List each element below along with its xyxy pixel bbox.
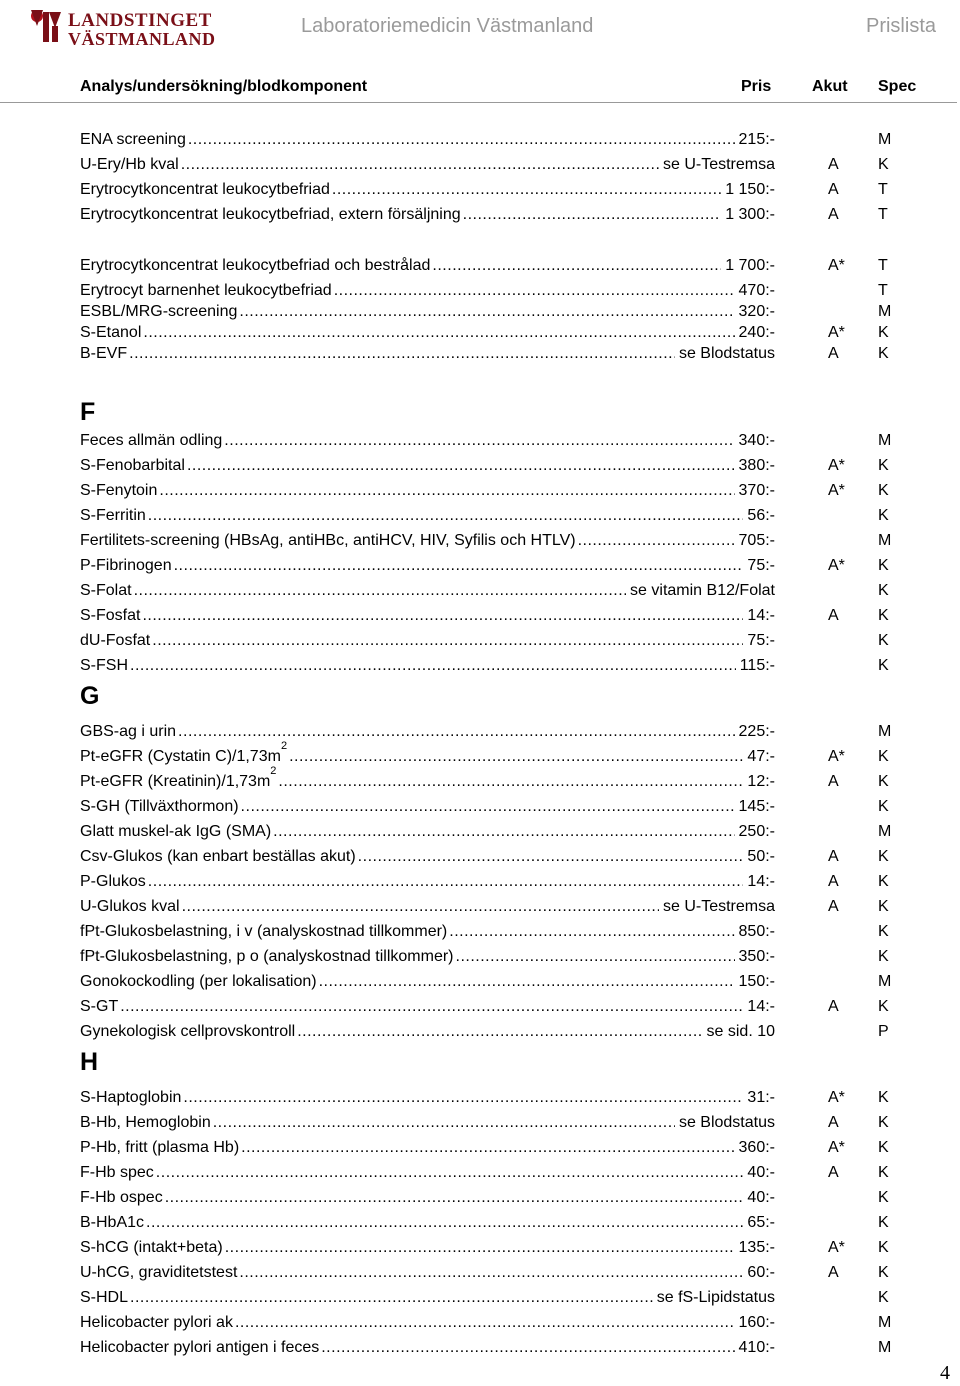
spec-code: M bbox=[878, 432, 892, 449]
analysis-name: ESBL/MRG-screening bbox=[80, 303, 238, 320]
analysis-name: B-EVF bbox=[80, 345, 128, 362]
analysis-name: S-FSH bbox=[80, 657, 128, 674]
price-value: 31:- bbox=[745, 1087, 775, 1109]
spec-code: K bbox=[878, 898, 889, 915]
price-value: 250:- bbox=[737, 821, 775, 843]
list-item bbox=[80, 796, 940, 818]
spec-code: K bbox=[878, 482, 889, 499]
price-value: se Blodstatus bbox=[677, 343, 775, 365]
analysis-name: S-Fosfat bbox=[80, 607, 141, 624]
analysis-name: S-Etanol bbox=[80, 324, 142, 341]
analysis-name: Erytrocyt barnenhet leukocytbefriad bbox=[80, 282, 332, 299]
dot-leader bbox=[142, 605, 743, 627]
dot-leader bbox=[120, 996, 743, 1018]
price-value: 14:- bbox=[745, 996, 775, 1018]
column-header-price: Pris bbox=[741, 78, 772, 95]
price-value: 225:- bbox=[737, 721, 775, 743]
list-item bbox=[80, 179, 940, 201]
dot-leader bbox=[178, 721, 734, 743]
akut-flag: A* bbox=[828, 1089, 845, 1106]
analysis-name: U-hCG, graviditetstest bbox=[80, 1264, 238, 1281]
price-value: 75:- bbox=[745, 630, 775, 652]
spec-code: K bbox=[878, 1239, 889, 1256]
analysis-name: Erytrocytkoncentrat leukocytbefriad bbox=[80, 181, 330, 198]
dot-leader bbox=[235, 1312, 735, 1334]
akut-flag: A bbox=[828, 206, 839, 223]
analysis-name: Gonokockodling (per lokalisation) bbox=[80, 973, 317, 990]
spec-code: K bbox=[878, 748, 889, 765]
price-value: 410:- bbox=[737, 1337, 775, 1359]
akut-flag: A* bbox=[828, 1239, 845, 1256]
list-item bbox=[80, 1187, 940, 1209]
price-value: se fS-Lipidstatus bbox=[655, 1287, 775, 1309]
list-item bbox=[80, 765, 940, 793]
list-item bbox=[80, 871, 940, 893]
list-item bbox=[80, 630, 940, 652]
list-item bbox=[80, 1112, 940, 1134]
list-item bbox=[80, 1312, 940, 1334]
dot-leader bbox=[129, 343, 675, 365]
price-value: se U-Testremsa bbox=[661, 154, 775, 176]
akut-flag: A* bbox=[828, 1139, 845, 1156]
analysis-name: Pt-eGFR (Kreatinin)/1,73m bbox=[80, 773, 271, 790]
analysis-name: fPt-Glukosbelastning, p o (analyskostnad tillkommer) bbox=[80, 948, 454, 965]
price-value: 40:- bbox=[745, 1187, 775, 1209]
spec-code: K bbox=[878, 1164, 889, 1181]
dot-leader bbox=[358, 846, 744, 868]
price-value: 320:- bbox=[737, 301, 775, 323]
analysis-name: GBS-ag i urin bbox=[80, 723, 177, 740]
price-value: 850:- bbox=[737, 921, 775, 943]
dot-leader bbox=[152, 630, 743, 652]
list-item bbox=[80, 580, 940, 602]
akut-flag: A bbox=[828, 898, 839, 915]
akut-flag: A* bbox=[828, 482, 845, 499]
analysis-name: dU-Fosfat bbox=[80, 632, 151, 649]
spec-code: M bbox=[878, 303, 892, 320]
spec-code: M bbox=[878, 823, 892, 840]
spec-code: K bbox=[878, 657, 889, 674]
spec-code: K bbox=[878, 156, 889, 173]
price-value: 14:- bbox=[745, 871, 775, 893]
analysis-name: S-Haptoglobin bbox=[80, 1089, 182, 1106]
spec-code: K bbox=[878, 1114, 889, 1131]
analysis-name: P-Hb, fritt (plasma Hb) bbox=[80, 1139, 240, 1156]
price-value: 65:- bbox=[745, 1212, 775, 1234]
list-item bbox=[80, 480, 940, 502]
list-item bbox=[80, 740, 940, 768]
list-item bbox=[80, 343, 940, 365]
page-header bbox=[0, 0, 960, 60]
spec-code: M bbox=[878, 973, 892, 990]
spec-code: K bbox=[878, 1089, 889, 1106]
dot-leader bbox=[156, 1162, 744, 1184]
analysis-name: Pt-eGFR (Cystatin C)/1,73m bbox=[80, 748, 281, 765]
analysis-name: S-GT bbox=[80, 998, 119, 1015]
analysis-name: S-Fenobarbital bbox=[80, 457, 185, 474]
spec-code: K bbox=[878, 798, 889, 815]
spec-code: K bbox=[878, 345, 889, 362]
price-value: 470:- bbox=[737, 280, 775, 302]
list-item bbox=[80, 821, 940, 843]
analysis-name: B-HbA1c bbox=[80, 1214, 145, 1231]
akut-flag: A bbox=[828, 1164, 839, 1181]
analysis-name: U-Glukos kval bbox=[80, 898, 180, 915]
akut-flag: A* bbox=[828, 557, 845, 574]
dot-leader bbox=[319, 971, 735, 993]
logo-text-line1: LANDSTINGET bbox=[68, 10, 212, 31]
dot-leader bbox=[321, 1337, 734, 1359]
price-value: 240:- bbox=[737, 322, 775, 344]
site-title: Laboratoriemedicin Västmanland bbox=[301, 15, 594, 37]
dot-leader bbox=[432, 255, 721, 277]
spec-code: M bbox=[878, 131, 892, 148]
price-value: 370:- bbox=[737, 480, 775, 502]
spec-code: K bbox=[878, 998, 889, 1015]
list-item bbox=[80, 530, 940, 552]
spec-code: K bbox=[878, 848, 889, 865]
price-value: 150:- bbox=[737, 971, 775, 993]
akut-flag: A* bbox=[828, 748, 845, 765]
list-item bbox=[80, 1262, 940, 1284]
dot-leader bbox=[148, 871, 744, 893]
list-item bbox=[80, 455, 940, 477]
analysis-name: Feces allmän odling bbox=[80, 432, 223, 449]
spec-code: K bbox=[878, 607, 889, 624]
dot-leader bbox=[278, 771, 743, 793]
list-item bbox=[80, 505, 940, 527]
price-value: 115:- bbox=[738, 655, 775, 677]
dot-leader bbox=[289, 746, 743, 768]
analysis-name: S-GH (Tillväxthormon) bbox=[80, 798, 239, 815]
spec-code: K bbox=[878, 324, 889, 341]
dot-leader bbox=[297, 1021, 702, 1043]
price-value: 350:- bbox=[737, 946, 775, 968]
spec-code: K bbox=[878, 557, 889, 574]
spec-code: K bbox=[878, 1214, 889, 1231]
analysis-name: F-Hb ospec bbox=[80, 1189, 163, 1206]
dot-leader bbox=[159, 480, 734, 502]
price-value: 1 150:- bbox=[723, 179, 775, 201]
analysis-name: U-Ery/Hb kval bbox=[80, 156, 179, 173]
dot-leader bbox=[183, 1087, 743, 1109]
logo-emblem-icon bbox=[28, 6, 68, 48]
spec-code: K bbox=[878, 948, 889, 965]
list-item bbox=[80, 846, 940, 868]
list-item bbox=[80, 154, 940, 176]
spec-code: M bbox=[878, 1339, 892, 1356]
analysis-name: S-hCG (intakt+beta) bbox=[80, 1239, 223, 1256]
list-item bbox=[80, 946, 940, 968]
analysis-name: B-Hb, Hemoglobin bbox=[80, 1114, 211, 1131]
dot-leader bbox=[241, 796, 735, 818]
list-item bbox=[80, 1137, 940, 1159]
dot-leader bbox=[188, 129, 735, 151]
column-header-akut: Akut bbox=[812, 78, 848, 95]
spec-code: P bbox=[878, 1023, 889, 1040]
analysis-name: S-Folat bbox=[80, 582, 132, 599]
analysis-name: Erytrocytkoncentrat leukocytbefriad och bestrålad bbox=[80, 257, 431, 274]
spec-code: K bbox=[878, 923, 889, 940]
price-value: 40:- bbox=[745, 1162, 775, 1184]
analysis-name: ENA screening bbox=[80, 131, 186, 148]
list-item bbox=[80, 430, 940, 452]
dot-leader bbox=[187, 455, 735, 477]
dot-leader bbox=[463, 204, 722, 226]
list-item bbox=[80, 129, 940, 151]
price-value: 360:- bbox=[737, 1137, 775, 1159]
akut-flag: A bbox=[828, 773, 839, 790]
analysis-name: Fertilitets-screening (HBsAg, antiHBc, antiHCV, HIV, Syfilis och HTLV) bbox=[80, 532, 576, 549]
spec-code: T bbox=[878, 257, 888, 274]
list-item bbox=[80, 721, 940, 743]
price-value: 75:- bbox=[745, 555, 775, 577]
analysis-name: S-Ferritin bbox=[80, 507, 146, 524]
spec-code: M bbox=[878, 532, 892, 549]
price-value: 56:- bbox=[745, 505, 775, 527]
price-value: 340:- bbox=[737, 430, 775, 452]
price-value: se Blodstatus bbox=[677, 1112, 775, 1134]
dot-leader bbox=[148, 505, 744, 527]
dot-leader bbox=[241, 1137, 734, 1159]
price-value: se sid. 10 bbox=[705, 1021, 775, 1043]
list-item bbox=[80, 1087, 940, 1109]
dot-leader bbox=[456, 946, 735, 968]
spec-code: K bbox=[878, 1289, 889, 1306]
section-heading-h: H bbox=[80, 1048, 99, 1076]
list-item bbox=[80, 921, 940, 943]
dot-leader bbox=[143, 322, 734, 344]
analysis-name: Helicobacter pylori ak bbox=[80, 1314, 233, 1331]
dot-leader bbox=[332, 179, 721, 201]
spec-code: T bbox=[878, 206, 888, 223]
dot-leader bbox=[165, 1187, 744, 1209]
price-value: 60:- bbox=[745, 1262, 775, 1284]
spec-code: K bbox=[878, 582, 889, 599]
spec-code: K bbox=[878, 873, 889, 890]
header-divider bbox=[0, 102, 957, 103]
analysis-name: Csv-Glukos (kan enbart beställas akut) bbox=[80, 848, 356, 865]
document-title: Prislista bbox=[865, 15, 936, 37]
list-item bbox=[80, 280, 940, 302]
price-value: 50:- bbox=[745, 846, 775, 868]
price-value: 215:- bbox=[737, 129, 775, 151]
list-item bbox=[80, 1337, 940, 1359]
dot-leader bbox=[225, 1237, 735, 1259]
spec-code: K bbox=[878, 773, 889, 790]
price-value: 135:- bbox=[737, 1237, 775, 1259]
dot-leader bbox=[213, 1112, 675, 1134]
list-item bbox=[80, 322, 940, 344]
akut-flag: A bbox=[828, 607, 839, 624]
logo-text-line2: VÄSTMANLAND bbox=[68, 29, 216, 49]
analysis-name: P-Fibrinogen bbox=[80, 557, 172, 574]
spec-code: K bbox=[878, 1139, 889, 1156]
section-heading-g: G bbox=[80, 682, 100, 710]
spec-code: M bbox=[878, 1314, 892, 1331]
price-value: 160:- bbox=[737, 1312, 775, 1334]
akut-flag: A bbox=[828, 873, 839, 890]
analysis-name: P-Glukos bbox=[80, 873, 146, 890]
price-value: 380:- bbox=[737, 455, 775, 477]
list-item bbox=[80, 1212, 940, 1234]
list-item bbox=[80, 996, 940, 1018]
akut-flag: A bbox=[828, 848, 839, 865]
akut-flag: A bbox=[828, 1114, 839, 1131]
analysis-name: Erytrocytkoncentrat leukocytbefriad, extern försäljning bbox=[80, 206, 461, 223]
price-value: 1 300:- bbox=[723, 204, 775, 226]
dot-leader bbox=[174, 555, 744, 577]
spec-code: K bbox=[878, 457, 889, 474]
spec-code: K bbox=[878, 1264, 889, 1281]
dot-leader bbox=[146, 1212, 743, 1234]
column-header-spec: Spec bbox=[878, 78, 917, 95]
list-item bbox=[80, 896, 940, 918]
list-item bbox=[80, 255, 940, 277]
list-item bbox=[80, 655, 940, 677]
dot-leader bbox=[130, 655, 736, 677]
analysis-name: F-Hb spec bbox=[80, 1164, 154, 1181]
dot-leader bbox=[182, 896, 659, 918]
analysis-name: S-HDL bbox=[80, 1289, 129, 1306]
price-value: 12:- bbox=[745, 771, 775, 793]
page-number: 4 bbox=[940, 1362, 950, 1384]
dot-leader bbox=[130, 1287, 653, 1309]
list-item bbox=[80, 605, 940, 627]
analysis-name: Glatt muskel-ak IgG (SMA) bbox=[80, 823, 272, 840]
akut-flag: A* bbox=[828, 457, 845, 474]
spec-code: T bbox=[878, 181, 888, 198]
list-item bbox=[80, 1287, 940, 1309]
akut-flag: A bbox=[828, 1264, 839, 1281]
price-value: 47:- bbox=[745, 746, 775, 768]
dot-leader bbox=[224, 430, 734, 452]
dot-leader bbox=[578, 530, 735, 552]
spec-code: K bbox=[878, 1189, 889, 1206]
akut-flag: A bbox=[828, 998, 839, 1015]
list-item bbox=[80, 555, 940, 577]
dot-leader bbox=[181, 154, 659, 176]
list-item bbox=[80, 1237, 940, 1259]
spec-code: M bbox=[878, 723, 892, 740]
superscript: 2 bbox=[270, 765, 277, 777]
superscript: 2 bbox=[280, 740, 288, 752]
column-header-analysis: Analys/undersökning/blodkomponent bbox=[80, 78, 368, 95]
analysis-name: Gynekologisk cellprovskontroll bbox=[80, 1023, 296, 1040]
list-item bbox=[80, 971, 940, 993]
analysis-name: fPt-Glukosbelastning, i v (analyskostnad tillkommer) bbox=[80, 923, 448, 940]
spec-code: T bbox=[878, 282, 888, 299]
akut-flag: A bbox=[828, 181, 839, 198]
dot-leader bbox=[273, 821, 734, 843]
price-value: se U-Testremsa bbox=[661, 896, 775, 918]
list-item bbox=[80, 1021, 940, 1043]
price-value: 145:- bbox=[737, 796, 775, 818]
dot-leader bbox=[334, 280, 735, 302]
price-value: 1 700:- bbox=[723, 255, 775, 277]
spec-code: K bbox=[878, 632, 889, 649]
price-value: 14:- bbox=[745, 605, 775, 627]
dot-leader bbox=[239, 1262, 743, 1284]
price-value: 705:- bbox=[737, 530, 775, 552]
dot-leader bbox=[239, 301, 734, 323]
dot-leader bbox=[134, 580, 626, 602]
list-item bbox=[80, 301, 940, 323]
list-item bbox=[80, 1162, 940, 1184]
akut-flag: A* bbox=[828, 257, 845, 274]
analysis-name: S-Fenytoin bbox=[80, 482, 158, 499]
landstinget-logo bbox=[28, 6, 216, 50]
price-value: se vitamin B12/Folat bbox=[628, 580, 775, 602]
spec-code: K bbox=[878, 507, 889, 524]
dot-leader bbox=[449, 921, 734, 943]
akut-flag: A bbox=[828, 156, 839, 173]
akut-flag: A bbox=[828, 345, 839, 362]
analysis-name: Helicobacter pylori antigen i feces bbox=[80, 1339, 320, 1356]
section-heading-f: F bbox=[80, 398, 96, 426]
list-item bbox=[80, 204, 940, 226]
akut-flag: A* bbox=[828, 324, 845, 341]
